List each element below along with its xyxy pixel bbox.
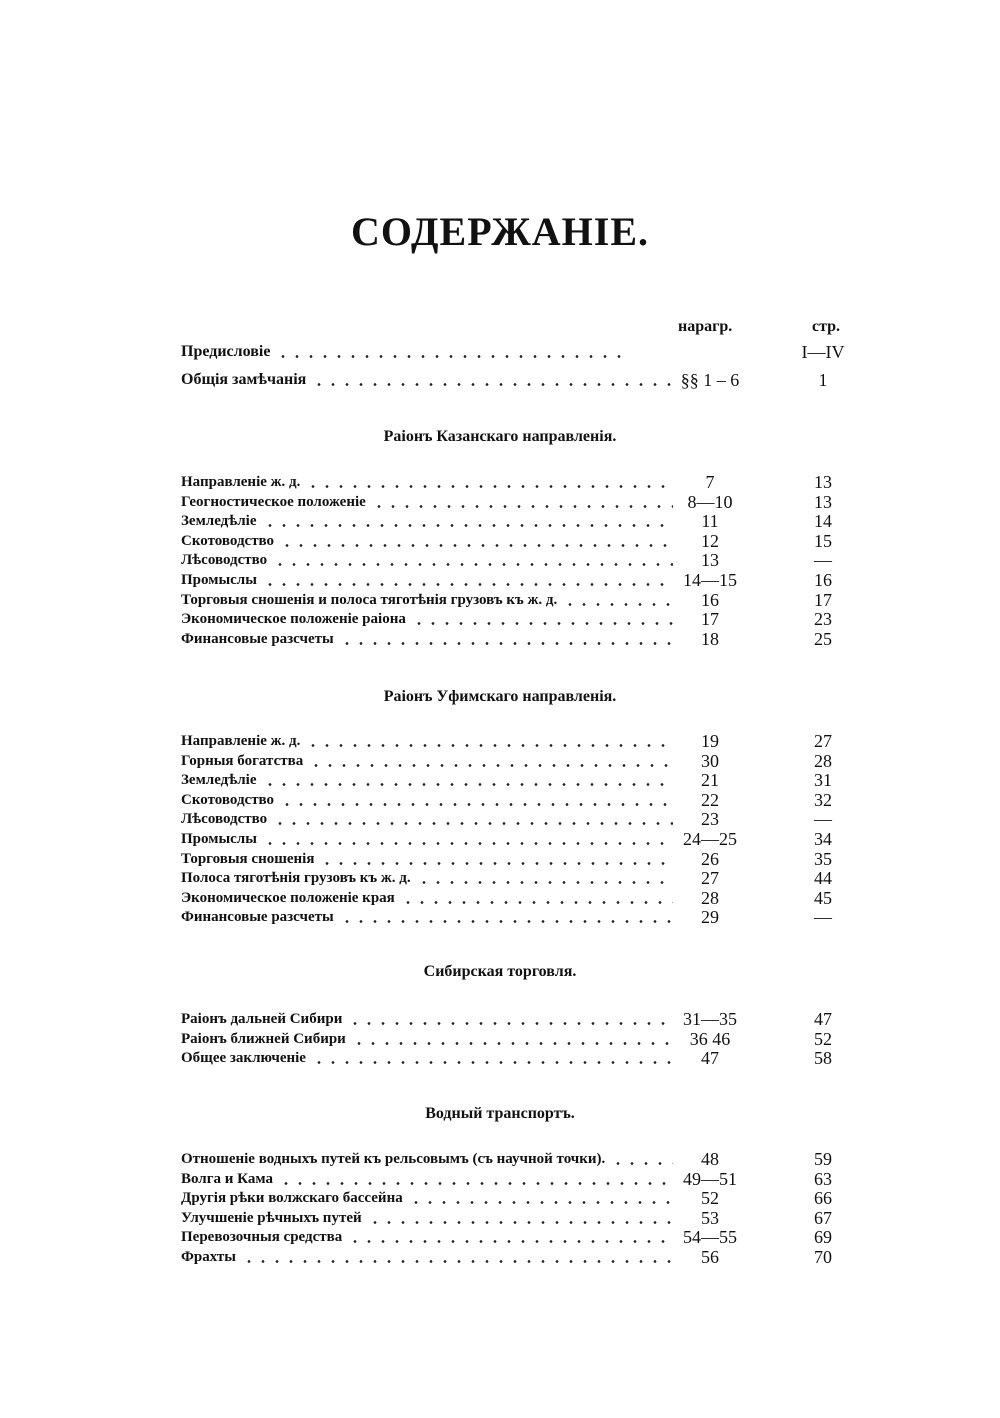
toc-entry [181,569,841,591]
toc-entry-page: 28 [814,751,832,771]
toc-entry-paragraph: 13 [701,550,719,570]
dot-leader [312,383,673,386]
toc-entry-title: Фрахты [181,1246,238,1268]
toc-entry-page: 32 [814,790,832,810]
toc-entry-title: Раіонъ ближней Сибири [181,1028,348,1050]
toc-entry-paragraph: 21 [701,770,719,790]
toc-entry-title: Скотоводство [181,789,276,811]
dot-leader [352,1042,673,1045]
dot-leader [242,1260,673,1263]
toc-entry-paragraph: 28 [701,888,719,908]
dot-leader [306,485,673,488]
toc-entry-page: 17 [814,590,832,610]
toc-entry-paragraph: 8—10 [687,492,733,512]
dot-leader [276,355,631,358]
toc-entry [181,1246,841,1268]
page-title: СОДЕРЖАНІЕ. [350,209,650,254]
toc-entry-title: Промыслы [181,569,259,591]
page-column-header: стр. [812,318,841,335]
dot-leader [279,1182,673,1185]
toc-entry-page: 59 [814,1149,832,1169]
toc-entry-page: 13 [814,472,832,492]
toc-entry [181,628,841,650]
dot-leader [563,603,673,606]
toc-entry-paragraph: 56 [701,1247,719,1267]
toc-entry-title: Геогностическое положеніе [181,491,368,513]
dot-leader [312,1061,673,1064]
toc-entry-paragraph: 52 [701,1188,719,1208]
toc-entry-paragraph: 19 [701,731,719,751]
toc-entry-title: Общее заключеніе [181,1047,308,1069]
toc-entry-paragraph: 31—35 [683,1009,737,1029]
toc-entry [181,471,841,493]
toc-entry-title: Торговыя сношенія и полоса тяготѣнія грузовъ къ ж. д. [181,589,559,611]
toc-entry-title: Другія рѣки волжскаго бассейна [181,1187,405,1209]
toc-entry [181,369,841,391]
dot-leader [263,524,674,527]
toc-entry-page: 1 [818,370,828,390]
toc-entry [181,549,841,571]
toc-entry [181,341,845,363]
toc-entry-page: 25 [814,629,832,649]
toc-entry [181,1148,841,1170]
section-heading: Водный транспортъ. [425,1105,575,1122]
toc-entry-paragraph: 49—51 [683,1169,737,1189]
toc-entry-paragraph: 30 [701,751,719,771]
toc-entry-paragraph: 7 [705,472,715,492]
toc-entry-page: — [814,907,832,927]
dot-leader [280,544,673,547]
toc-entry [181,867,841,889]
dot-leader [417,881,673,884]
toc-entry-page: 67 [814,1208,832,1228]
toc-entry-paragraph: 36 46 [689,1029,731,1049]
toc-entry-title: Общія замѣчанія [181,369,308,391]
toc-entry-paragraph: 12 [701,531,719,551]
toc-entry-page: 15 [814,531,832,551]
toc-entry-page: — [814,809,832,829]
toc-entry-paragraph: 27 [701,868,719,888]
toc-entry-title: Предисловіе [181,341,272,363]
dot-leader [263,583,673,586]
toc-entry [181,730,841,752]
toc-entry-paragraph: 29 [701,907,719,927]
dot-leader [273,822,673,825]
toc-entry-page: 13 [814,492,832,512]
toc-entry-page: 58 [814,1048,832,1068]
toc-entry-page: 31 [814,770,832,790]
dot-leader [309,764,673,767]
toc-entry-title: Направленіе ж. д. [181,730,302,752]
toc-entry-paragraph: 16 [701,590,719,610]
toc-entry [181,1047,841,1069]
dot-leader [306,744,673,747]
dot-leader [401,901,673,904]
toc-entry [181,608,841,630]
toc-entry-paragraph: 26 [701,849,719,869]
section-heading: Раіонъ Уфимскаго направленія. [383,688,617,705]
dot-leader [320,862,673,865]
dot-leader [372,505,673,508]
toc-entry-page: — [814,550,832,570]
toc-entry [181,1008,841,1030]
toc-entry [181,828,841,850]
toc-entry-title: Направленіе ж. д. [181,471,302,493]
toc-entry-title: Земледѣліе [181,510,259,532]
toc-entry-paragraph: 22 [701,790,719,810]
dot-leader [263,783,674,786]
toc-entry-page: I—IV [801,342,845,362]
toc-entry-title: Финансовые разсчеты [181,628,336,650]
dot-leader [348,1240,673,1243]
toc-entry-paragraph: 24—25 [683,829,737,849]
dot-leader [368,1221,673,1224]
dot-leader [340,642,673,645]
toc-entry-page: 14 [814,511,832,531]
toc-entry-paragraph: 53 [701,1208,719,1228]
toc-entry-title: Лѣсоводство [181,808,269,830]
toc-entry-page: 45 [814,888,832,908]
toc-entry-title: Волга и Кама [181,1168,275,1190]
toc-entry-paragraph: §§ 1 – 6 [680,370,740,390]
toc-entry-title: Торговыя сношенія [181,848,316,870]
toc-entry-page: 47 [814,1009,832,1029]
toc-entry-page: 52 [814,1029,832,1049]
toc-entry-title: Экономическое положеніе раіона [181,608,408,630]
section-heading: Сибирская торговля. [423,963,577,980]
toc-entry-title: Скотоводство [181,530,276,552]
dot-leader [348,1022,673,1025]
toc-entry-paragraph: 23 [701,809,719,829]
toc-entry-paragraph: 14—15 [683,570,737,590]
toc-entry-page: 66 [814,1188,832,1208]
toc-entry-title: Промыслы [181,828,259,850]
toc-entry-page: 69 [814,1227,832,1247]
toc-entry-title: Финансовые разсчеты [181,906,336,928]
toc-entry-paragraph: 11 [701,511,719,531]
dot-leader [409,1201,673,1204]
toc-entry-title: Экономическое положеніе края [181,887,397,909]
toc-entry-page: 63 [814,1169,832,1189]
toc-entry-paragraph: 47 [701,1048,719,1068]
toc-entry-paragraph: 54—55 [683,1227,737,1247]
toc-entry-paragraph: 17 [701,609,719,629]
toc-entry-title: Земледѣліе [181,769,259,791]
dot-leader [273,563,673,566]
toc-entry-page: 44 [814,868,832,888]
toc-entry [181,1226,841,1248]
toc-entry-title: Улучшеніе рѣчныхъ путей [181,1207,364,1229]
toc-entry-paragraph: 48 [701,1149,719,1169]
section-heading: Раіонъ Казанскаго направленія. [383,428,617,445]
paragraph-column-header: нарагр. [678,318,733,335]
toc-entry [181,769,841,791]
toc-entry [181,510,841,532]
toc-entry [181,1187,841,1209]
toc-entry-title: Полоса тяготѣнія грузовъ къ ж. д. [181,867,413,889]
toc-entry [181,906,841,928]
toc-entry-page: 35 [814,849,832,869]
toc-entry-page: 23 [814,609,832,629]
dot-leader [611,1162,673,1165]
toc-entry [181,808,841,830]
dot-leader [340,920,673,923]
toc-entry-page: 70 [814,1247,832,1267]
toc-entry-paragraph: 18 [701,629,719,649]
toc-entry-title: Горныя богатства [181,750,305,772]
dot-leader [412,622,673,625]
toc-entry-title: Отношеніе водныхъ путей къ рельсовымъ (съ научной точки). [181,1148,607,1170]
toc-entry-page: 16 [814,570,832,590]
toc-entry-title: Раіонъ дальней Сибири [181,1008,344,1030]
toc-entry-page: 34 [814,829,832,849]
dot-leader [280,803,673,806]
toc-entry-page: 27 [814,731,832,751]
dot-leader [263,842,673,845]
toc-entry-title: Перевозочныя средства [181,1226,344,1248]
toc-entry-title: Лѣсоводство [181,549,269,571]
